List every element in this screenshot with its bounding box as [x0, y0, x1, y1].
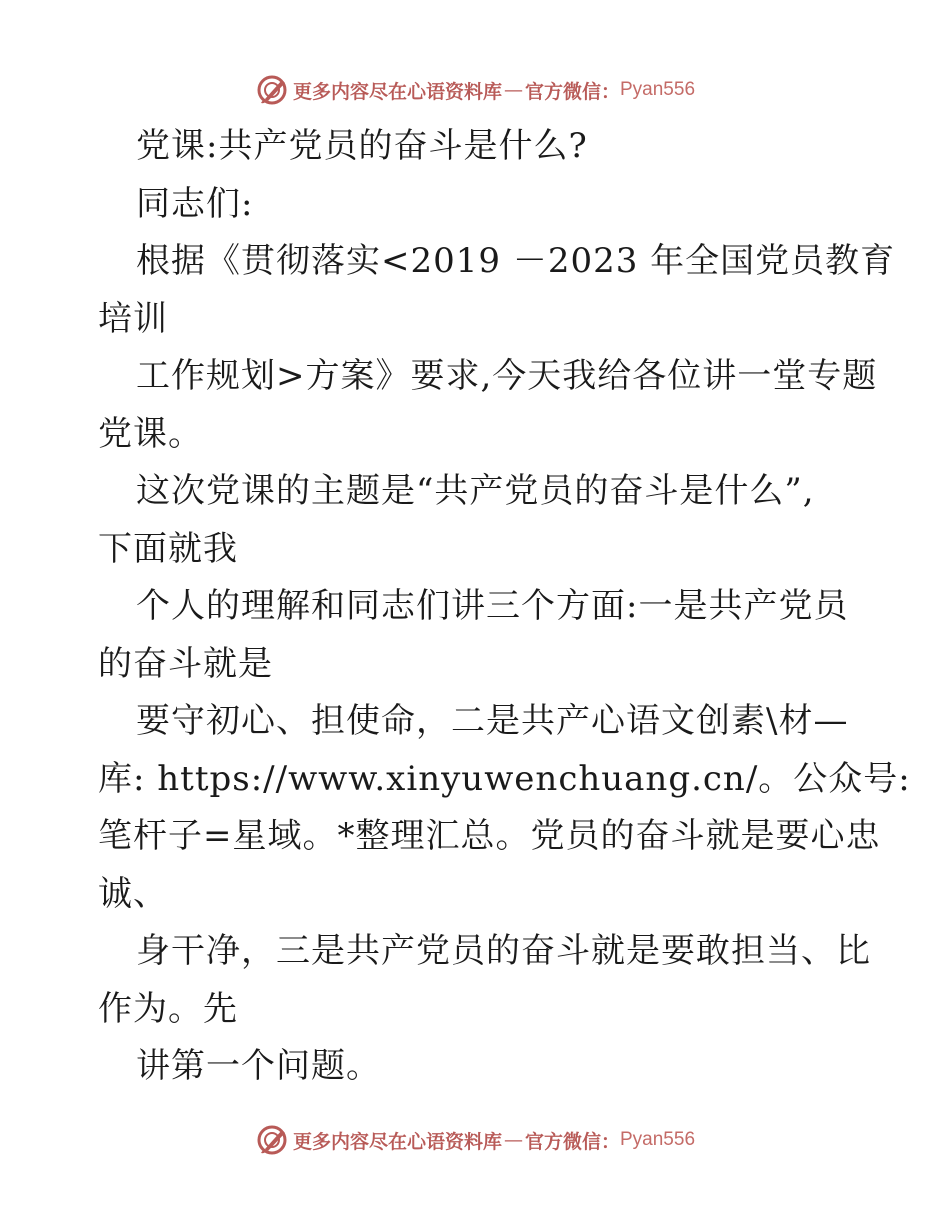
doc-title: 党课:共产党员的奋斗是什么? — [136, 126, 588, 166]
document-body — [98, 118, 911, 1096]
banner-dash: — — [503, 1129, 523, 1151]
banner-wechat-label: 官方微信： — [524, 80, 620, 103]
doc-line: 讲第一个问题。 — [136, 1046, 381, 1086]
banner-site-text: 更多内容尽在心语资料库 — [292, 1130, 502, 1153]
brush-logo-icon — [255, 73, 289, 107]
doc-line: 下面就我 — [98, 528, 238, 569]
footer-watermark-banner — [0, 1120, 950, 1160]
doc-line: 要守初心、担使命，二是共产心语文创素\材— — [136, 701, 849, 741]
doc-line: 同志们: — [136, 183, 254, 224]
doc-line: 的奋斗就是 — [98, 643, 273, 684]
doc-line: 作为。先 — [98, 988, 238, 1029]
doc-line: 这次党课的主题是“共产党员的奋斗是什么”, — [136, 471, 815, 511]
doc-line: 库: https://www.xinyuwenchuang.cn/。公众号: — [98, 758, 911, 799]
doc-line: 诚、 — [98, 873, 168, 914]
banner-wechat-label: 官方微信： — [524, 1130, 620, 1153]
banner-wechat-id: Pyan556 — [620, 79, 696, 100]
doc-line: 党课。 — [98, 413, 203, 454]
banner-site-text: 更多内容尽在心语资料库 — [292, 80, 502, 103]
doc-line: 身干净，三是共产党员的奋斗就是要敢担当、比 — [136, 931, 871, 971]
header-watermark-banner — [0, 70, 950, 110]
banner-wechat-id: Pyan556 — [620, 1129, 696, 1150]
doc-line: 培训 — [98, 298, 168, 339]
brush-logo-icon — [255, 1123, 289, 1157]
banner-dash: — — [503, 79, 523, 101]
doc-line: 笔杆子=星域。*整理汇总。党员的奋斗就是要心忠 — [98, 816, 881, 856]
doc-line: 工作规划>方案》要求,今天我给各位讲一堂专题 — [136, 356, 878, 396]
doc-line: 个人的理解和同志们讲三个方面:一是共产党员 — [136, 586, 849, 626]
doc-line: 根据《贯彻落实<2019 －2023 年全国党员教育 — [136, 241, 896, 281]
